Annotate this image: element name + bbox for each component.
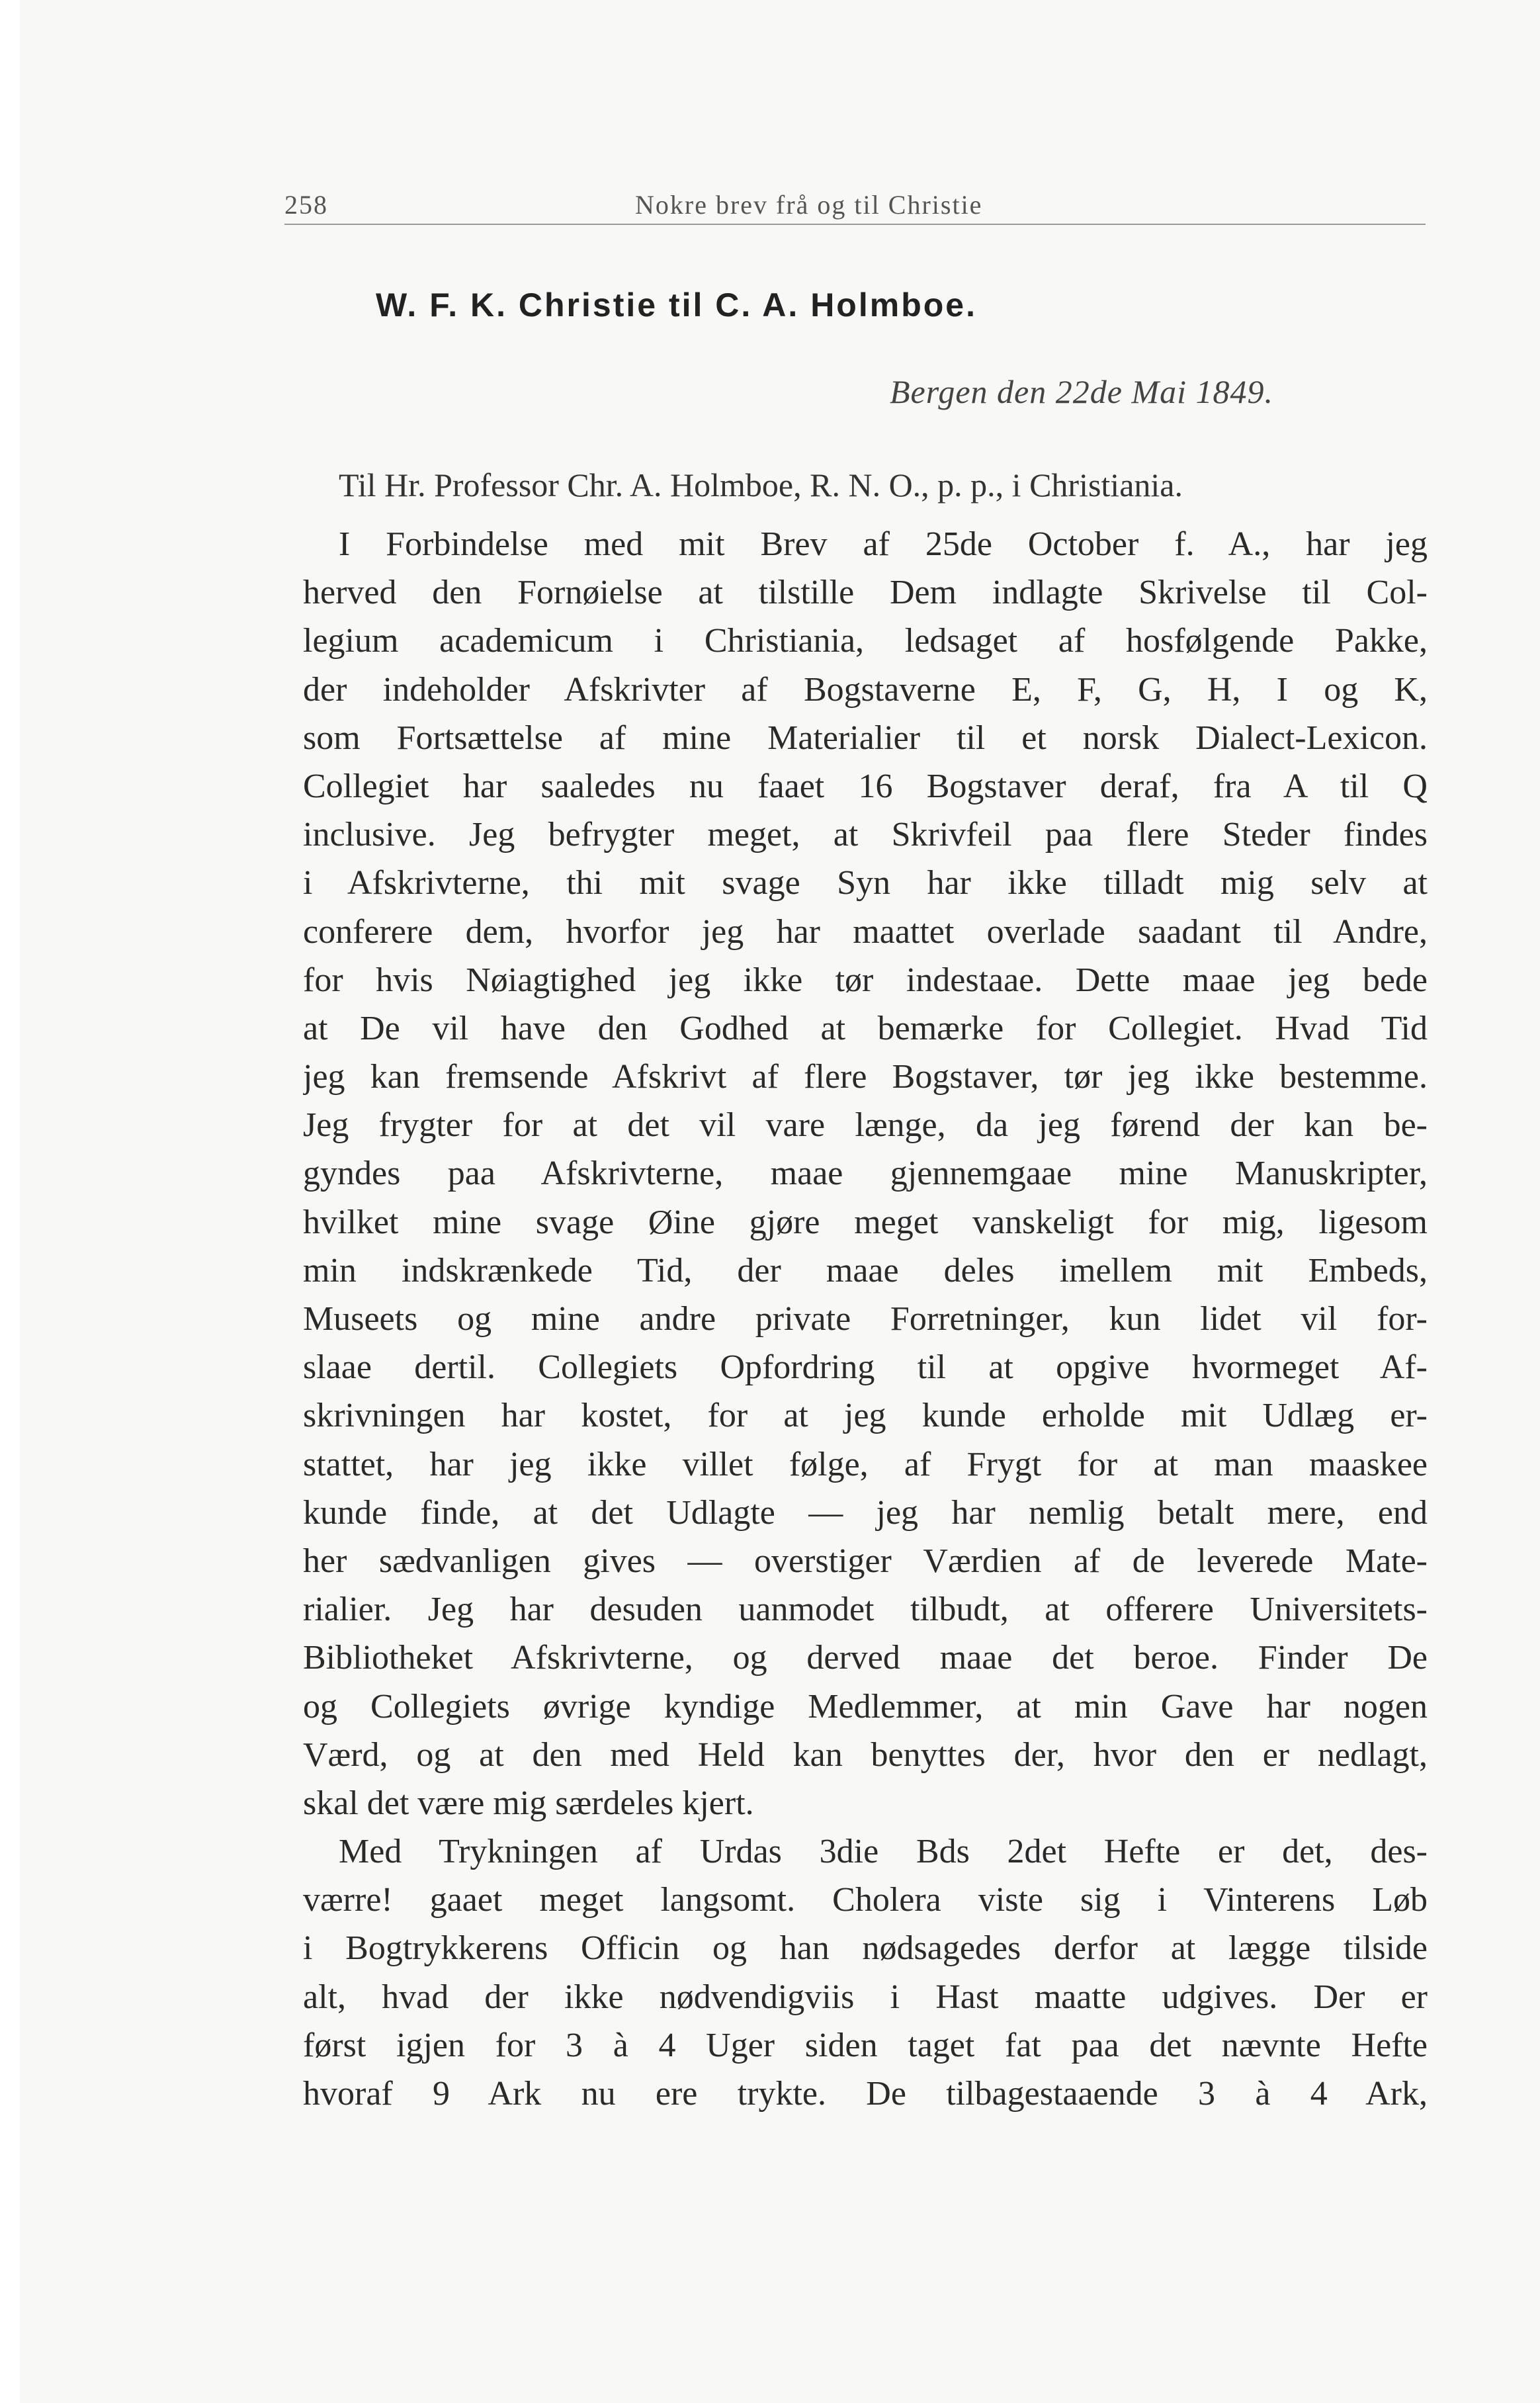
text-line: i Bogtrykkerens Officin og han nødsagedes derfor at lægge tilside	[303, 1929, 1428, 1968]
running-head	[284, 184, 1426, 225]
text-line: gyndes paa Afskrivterne, maae gjennemgaae mine Manuskripter,	[303, 1155, 1428, 1193]
text-line: inclusive. Jeg befrygter meget, at Skrivfeil paa flere Steder findes	[303, 816, 1428, 854]
text-line: der indeholder Afskrivter af Bogstaverne E, F, G, H, I og K,	[303, 670, 1428, 709]
text-line: kunde finde, at det Udlagte — jeg har nemlig betalt mere, end	[303, 1493, 1428, 1532]
letter-addressee: Til Hr. Professor Chr. A. Holmboe, R. N. O., p. p., i Christiania.	[339, 466, 1183, 503]
text-line: Værd, og at den med Held kan benyttes der, hvor den er nedlagt,	[303, 1735, 1428, 1774]
text-line: skrivningen har kostet, for at jeg kunde erholde mit Udlæg er-	[303, 1397, 1428, 1435]
text-line: Museets og mine andre private Forretninger, kun lidet vil for-	[303, 1300, 1428, 1338]
text-line: herved den Fornøielse at tilstille Dem indlagte Skrivelse til Col-	[303, 574, 1428, 612]
text-line: Bibliotheket Afskrivterne, og derved maae det beroe. Finder De	[303, 1639, 1428, 1677]
text-line: Jeg frygter for at det vil vare længe, da jeg førend der kan be-	[303, 1106, 1428, 1145]
text-line: for hvis Nøiagtighed jeg ikke tør indestaae. Dette maae jeg bede	[303, 961, 1428, 999]
text-line: hvilket mine svage Øine gjøre meget vanskeligt for mig, ligesom	[303, 1203, 1428, 1241]
text-line: Collegiet har saaledes nu faaet 16 Bogstaver deraf, fra A til Q	[303, 767, 1428, 805]
text-line: Med Trykningen af Urdas 3die Bds 2det Hefte er det, des-	[339, 1833, 1428, 1871]
letter-body	[303, 520, 1428, 2118]
text-line: stattet, har jeg ikke villet følge, af Frygt for at man maaskee	[303, 1445, 1428, 1483]
text-line: rialier. Jeg har desuden uanmodet tilbudt, at offerere Universitets-	[303, 1591, 1428, 1629]
text-line: først igjen for 3 à 4 Uger siden taget fat paa det nævnte Hefte	[303, 2026, 1428, 2064]
page-number: 258	[284, 190, 328, 220]
text-line: hvoraf 9 Ark nu ere trykte. De tilbagestaaende 3 à 4 Ark,	[303, 2075, 1428, 2113]
scan-margin	[0, 0, 20, 2403]
text-line: conferere dem, hvorfor jeg har maattet overlade saadant til Andre,	[303, 912, 1428, 951]
paragraph-1	[303, 520, 1428, 1827]
text-line: her sædvanligen gives — overstiger Værdien af de leverede Mate-	[303, 1542, 1428, 1580]
text-line: slaae dertil. Collegiets Opfordring til at opgive hvormeget Af-	[303, 1348, 1428, 1387]
text-line: legium academicum i Christiania, ledsaget af hosfølgende Pakke,	[303, 622, 1428, 660]
text-line: værre! gaaet meget langsomt. Cholera viste sig i Vinterens Løb	[303, 1881, 1428, 1919]
text-line: alt, hvad der ikke nødvendigviis i Hast maatte udgives. Der er	[303, 1978, 1428, 2016]
text-line: I Forbindelse med mit Brev af 25de October f. A., har jeg	[339, 525, 1428, 563]
letter-title: W. F. K. Christie til C. A. Holmboe.	[376, 286, 977, 324]
text-line: jeg kan fremsende Afskrivt af flere Bogstaver, tør jeg ikke bestemme.	[303, 1058, 1428, 1096]
running-head-title: Nokre brev frå og til Christie	[635, 190, 983, 220]
letter-dateline: Bergen den 22de Mai 1849.	[890, 373, 1273, 410]
text-line: min indskrænkede Tid, der maae deles imellem mit Embeds,	[303, 1251, 1428, 1289]
text-line: som Fortsættelse af mine Materialier til et norsk Dialect-Lexicon.	[303, 719, 1428, 757]
text-line: og Collegiets øvrige kyndige Medlemmer, at min Gave har nogen	[303, 1687, 1428, 1726]
text-line: i Afskrivterne, thi mit svage Syn har ikke tilladt mig selv at	[303, 864, 1428, 902]
text-line: skal det være mig særdeles kjert.	[303, 1784, 754, 1822]
text-line: at De vil have den Godhed at bemærke for Collegiet. Hvad Tid	[303, 1009, 1428, 1047]
paragraph-2	[303, 1827, 1428, 2118]
